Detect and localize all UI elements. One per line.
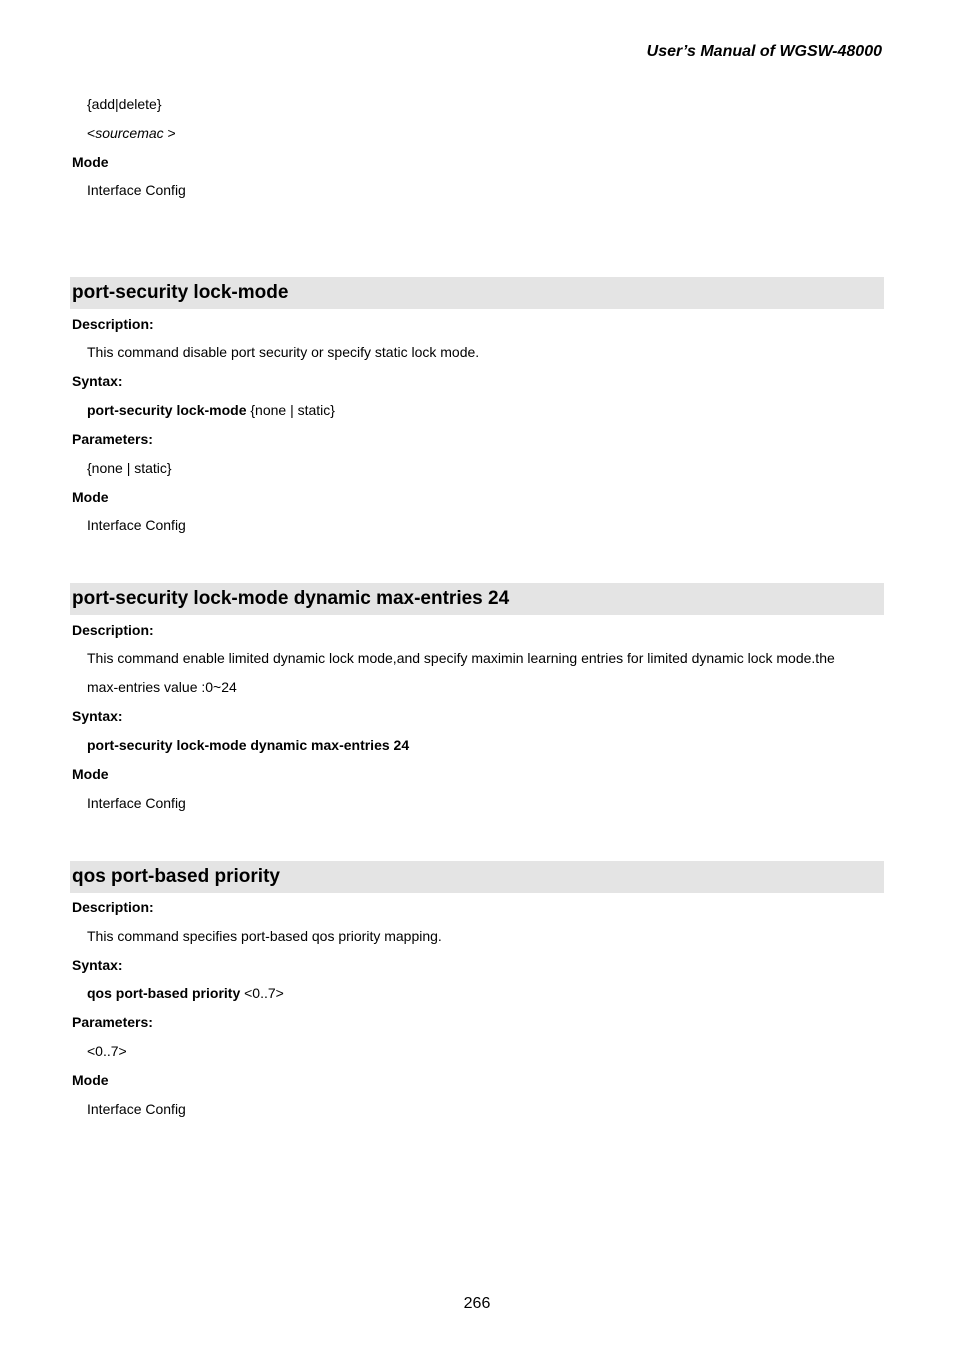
param-sourcemac-name: sourcemac [95, 125, 164, 141]
s3-syntax-label: Syntax: [72, 957, 123, 973]
s1-mode-label: Mode [72, 489, 109, 505]
s3-syntax [87, 985, 284, 1001]
s3-parameters-label: Parameters: [72, 1014, 153, 1030]
param-add-delete: {add|delete} [87, 96, 162, 112]
param-sourcemac-close: > [163, 125, 176, 141]
s1-syntax [87, 402, 335, 418]
s2-mode-label: Mode [72, 766, 109, 782]
section-qos-port-based-priority [70, 861, 884, 893]
s1-mode-value: Interface Config [87, 517, 186, 533]
param-sourcemac [87, 125, 176, 141]
s2-description-line2: max-entries value :0~24 [87, 679, 237, 695]
s2-description-line1: This command enable limited dynamic lock mode,and specify maximin learning entries for limited dynamic lock mode.the [87, 650, 835, 666]
s3-syntax-command: qos port-based priority [87, 985, 241, 1001]
top-mode-label: Mode [72, 154, 109, 170]
s1-syntax-label: Syntax: [72, 373, 123, 389]
s3-parameters-text: <0..7> [87, 1043, 127, 1059]
section-title: qos port-based priority [72, 866, 280, 887]
manual-header-title: User’s Manual of WGSW-48000 [646, 43, 882, 60]
s2-syntax-command: port-security lock-mode dynamic max-entries 24 [87, 737, 410, 753]
section-port-security-dynamic [70, 583, 884, 615]
s1-parameters-text: {none | static} [87, 460, 172, 476]
s3-mode-label: Mode [72, 1072, 109, 1088]
section-title: port-security lock-mode dynamic max-entries 24 [72, 588, 510, 609]
s1-syntax-args: {none | static} [246, 402, 335, 418]
s1-syntax-command: port-security lock-mode [87, 402, 247, 418]
page-number: 266 [463, 1295, 491, 1312]
section-title: port-security lock-mode [72, 282, 289, 303]
s3-mode-value: Interface Config [87, 1101, 186, 1117]
s2-mode-value: Interface Config [87, 795, 186, 811]
param-sourcemac-open: < [87, 125, 96, 141]
s3-description-text: This command specifies port-based qos priority mapping. [87, 928, 442, 944]
top-mode-value: Interface Config [87, 182, 186, 198]
s3-description-label: Description: [72, 899, 154, 915]
s1-description-text: This command disable port security or specify static lock mode. [87, 344, 480, 360]
s2-syntax-label: Syntax: [72, 708, 123, 724]
s1-description-label: Description: [72, 316, 154, 332]
s1-parameters-label: Parameters: [72, 431, 153, 447]
s3-syntax-args: <0..7> [240, 985, 284, 1001]
section-port-security-lock-mode [70, 277, 884, 309]
s2-description-label: Description: [72, 622, 154, 638]
